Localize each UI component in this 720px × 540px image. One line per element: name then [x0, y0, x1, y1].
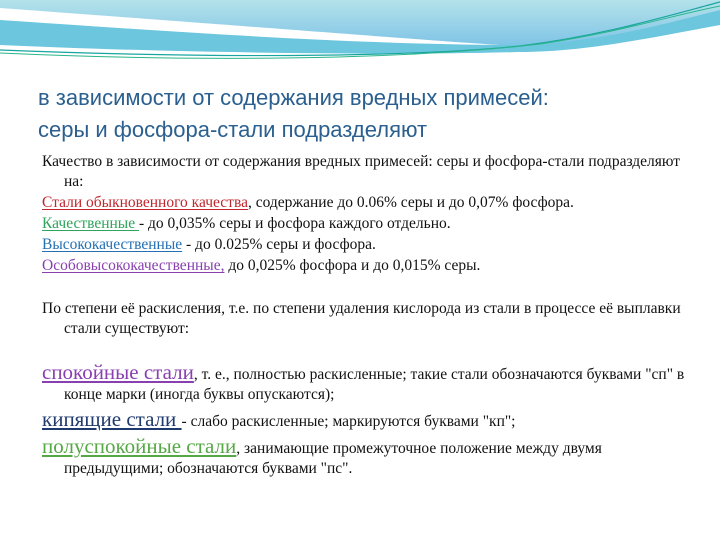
quality-term-link[interactable]: Особовысококачественные,: [42, 257, 225, 274]
quality-desc: до 0,025% фосфора и до 0,015% серы.: [224, 257, 481, 274]
quality-term-link[interactable]: Высококачественные: [42, 236, 183, 253]
deox-term-link[interactable]: полуспокойные стали: [42, 434, 237, 458]
deox-desc: , т. е., полностью раскисленные; такие стали обозначаются буквами "сп" в конце марки (иногда буквы опускаются);: [64, 366, 685, 403]
quality-term-link[interactable]: Качественные: [42, 215, 139, 232]
quality-item: [42, 256, 692, 276]
deox-item: [42, 409, 692, 432]
deox-desc: , занимающие промежуточное положение между двумя предыдущими; обозначаются буквами "пс".: [64, 440, 602, 477]
title-line-2: серы и фосфора-стали подразделяют: [38, 117, 428, 142]
quality-item: [42, 214, 692, 234]
slide-body: [42, 152, 692, 480]
slide-title: [38, 82, 698, 146]
deox-item: [42, 362, 692, 405]
quality-desc: - до 0,035% серы и фосфора каждого отдельно.: [138, 215, 451, 232]
deox-term-link[interactable]: спокойные стали: [42, 360, 194, 384]
deox-item: [42, 436, 692, 479]
quality-item: [42, 235, 692, 255]
quality-term-link[interactable]: Стали обыкновенного качества: [42, 194, 248, 211]
quality-desc: , содержание до 0.06% серы и до 0,07% фосфора.: [247, 194, 574, 211]
deoxidation-intro: По степени её раскисления, т.е. по степени удаления кислорода из стали в процессе её выплавки стали существуют:: [42, 300, 681, 337]
deox-desc: - слабо раскисленные; маркируются буквами "кп";: [181, 413, 516, 430]
title-line-1: в зависимости от содержания вредных примесей:: [38, 85, 549, 110]
intro-paragraph: Качество в зависимости от содержания вредных примесей: серы и фосфора-стали подразделяют на:: [42, 153, 681, 190]
quality-item: [42, 193, 692, 213]
deox-term-link[interactable]: кипящие стали: [42, 407, 182, 431]
quality-desc: - до 0.025% серы и фосфора.: [182, 236, 376, 253]
